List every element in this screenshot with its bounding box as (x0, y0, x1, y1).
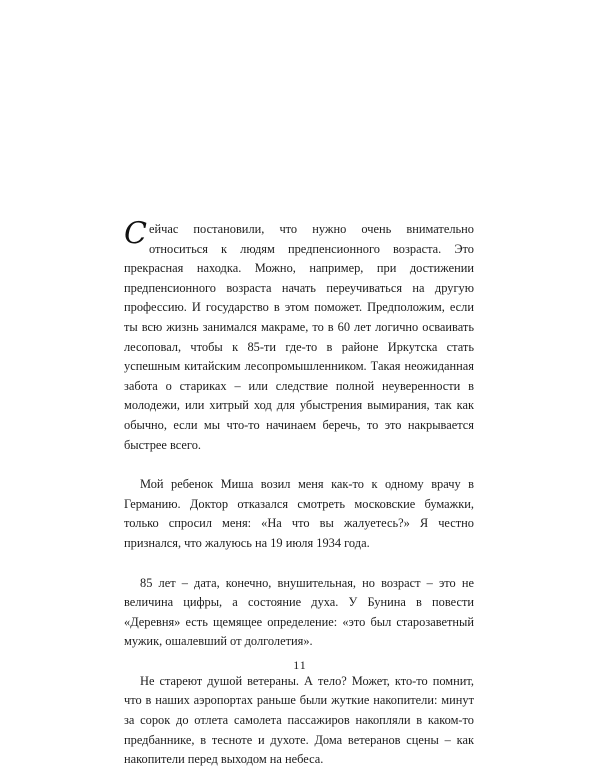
paragraph-2: Мой ребенок Миша возил меня как-то к одному врачу в Германию. Доктор отказался смотреть московские бумажки, только спросил меня: «На что вы жалуетесь?» Я честно признался, что жалуюсь на 19 июля 1934 года. (124, 477, 474, 550)
paragraph-1-text: ейчас постановили, что нужно очень внимательно относиться к людям предпенсионного возраста. Это прекрасная находка. Можно, например, при достижении предпенсионного возраста начать переучиваться на другую профессию. И государство в этом поможет. Предположим, если ты всю жизнь занимался макраме, то в 60 лет логично осваивать лесоповал, чтобы к 85-ти где-то в районе Иркутска стать успешным китайским лесопромышленником. Такая неожиданная забота о стариках – или следствие полной неуверенности в молодежи, или хитрый ход для убыстрения вымирания, так как обычно, если мы что-то начинаем беречь, то это накрывается быстрее всего. (124, 222, 474, 452)
text-block (124, 216, 474, 770)
paragraph-3: 85 лет – дата, конечно, внушительная, но возраст – это не величина цифры, а состояние духа. У Бунина в повести «Деревня» есть щемящее определение: «это был старозаветный мужик, ошалевший от долголетия». (124, 575, 474, 649)
paragraph-1 (124, 216, 474, 455)
paragraph-4: Не стареют душой ветераны. А тело? Может, кто-то помнит, что в наших аэропортах раньше были жуткие накопители: минут за сорок до отлета самолета пассажиров накопляли в каком-то предбаннике, в тесноте и духоте. Дома ветеранов сцены – как накопители перед выходом на небеса. (124, 673, 474, 767)
drop-cap: С (124, 216, 147, 251)
page-number: 11 (293, 658, 307, 672)
